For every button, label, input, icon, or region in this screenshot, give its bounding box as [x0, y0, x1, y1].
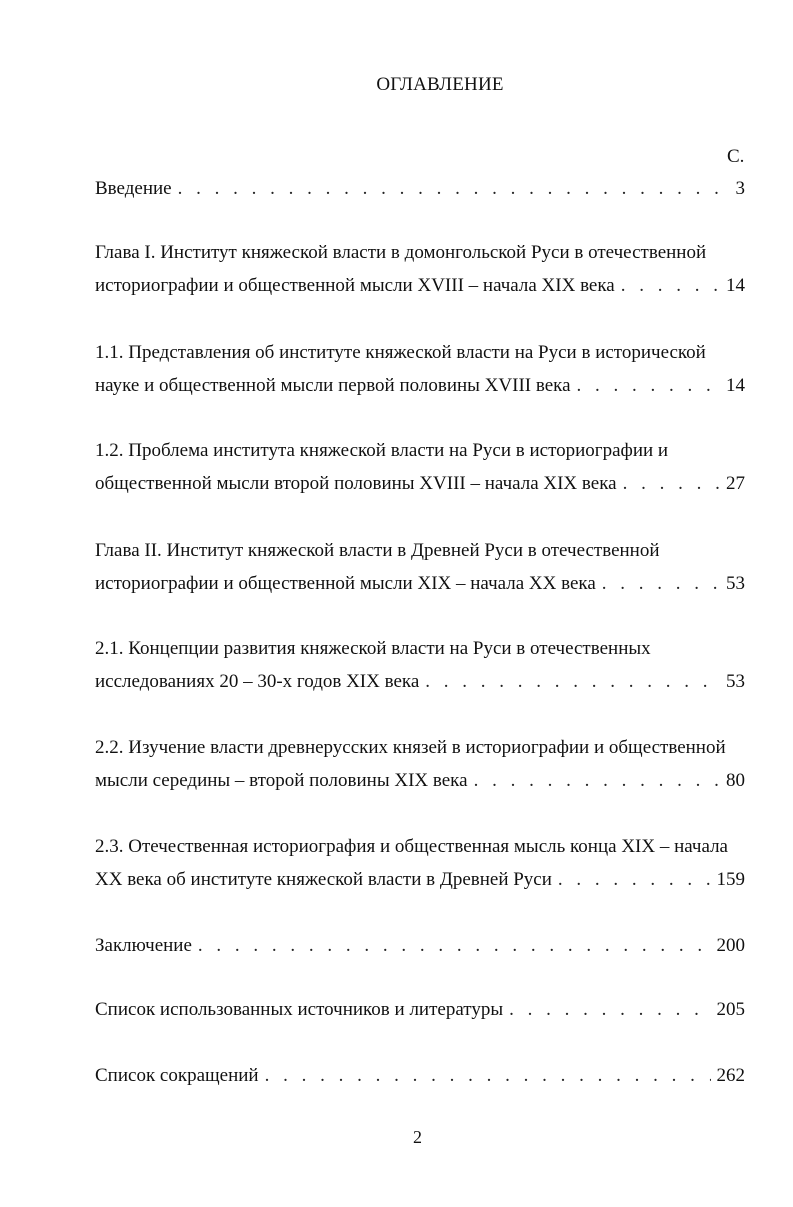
toc-line — [95, 993, 745, 1026]
toc-entry-page: 159 — [716, 869, 745, 890]
dot-leader — [623, 467, 720, 500]
toc-entry-section-2-1[interactable] — [95, 632, 745, 698]
dot-leader — [602, 567, 720, 600]
toc-entry-title: Введение — [95, 178, 172, 199]
toc-entry-bibliography[interactable] — [95, 993, 745, 1026]
toc-line — [95, 863, 745, 896]
toc-entry-page: 14 — [726, 375, 745, 396]
toc-entry-page: 200 — [716, 935, 745, 956]
dot-leader — [621, 269, 720, 302]
dot-leader — [265, 1059, 711, 1092]
toc-entry-section-2-3[interactable] — [95, 830, 745, 896]
toc-line — [95, 172, 745, 205]
toc-entry-title-line-2: науке и общественной мысли первой половины XVIII века — [95, 375, 571, 396]
toc-entry-title-line-1: 1.1. Представления об институте княжеской власти на Руси в исторической — [95, 342, 706, 363]
toc-entry-conclusion[interactable] — [95, 929, 745, 962]
toc-entry-title-line-1: 2.1. Концепции развития княжеской власти на Руси в отечественных — [95, 638, 651, 659]
toc-entry-page: 14 — [726, 275, 745, 296]
toc-line — [95, 567, 745, 600]
dot-leader — [425, 665, 720, 698]
toc-entry-page: 3 — [735, 178, 745, 199]
toc-entry-title: Список использованных источников и литературы — [95, 999, 504, 1020]
toc-entry-title-line-2: общественной мысли второй половины XVIII – начала XIX века — [95, 473, 617, 494]
toc-entry-page: 80 — [726, 770, 745, 791]
dot-leader — [178, 172, 730, 205]
page-column-label: С. — [727, 146, 745, 167]
toc-entry-page: 53 — [726, 671, 745, 692]
toc-entry-title-line-1: 2.3. Отечественная историография и общественная мысль конца XIX – начала — [95, 836, 728, 857]
toc-entry-introduction[interactable] — [95, 172, 745, 205]
toc-entry-title-line-2: мысли середины – второй половины XIX века — [95, 770, 468, 791]
toc-entry-section-1-1[interactable] — [95, 336, 745, 402]
dot-leader — [509, 993, 710, 1026]
footer-page-number: 2 — [413, 1127, 422, 1147]
toc-entry-chapter-2[interactable] — [95, 534, 745, 600]
toc-entry-page: 53 — [726, 573, 745, 594]
toc-entry-title-line-1: Глава II. Институт княжеской власти в Древней Руси в отечественной — [95, 540, 660, 561]
dot-leader — [577, 369, 720, 402]
toc-entry-section-2-2[interactable] — [95, 731, 745, 797]
toc-entry-title-line-1: Глава I. Институт княжеской власти в домонгольской Руси в отечественной — [95, 242, 707, 263]
toc-entry-abbreviations[interactable] — [95, 1059, 745, 1092]
toc-line — [95, 369, 745, 402]
toc-entry-title-line-1: 2.2. Изучение власти древнерусских князей в историографии и общественной — [95, 737, 726, 758]
toc-line — [95, 764, 745, 797]
dot-leader — [474, 764, 720, 797]
toc-entry-title-line-2: XX века об институте княжеской власти в Древней Руси — [95, 869, 552, 890]
toc-entry-title-line-1: 1.2. Проблема института княжеской власти на Руси в историографии и — [95, 440, 669, 461]
dot-leader — [198, 929, 711, 962]
toc-entry-title: Заключение — [95, 935, 192, 956]
toc-entry-section-1-2[interactable] — [95, 434, 745, 500]
toc-entry-title-line-2: исследованиях 20 – 30-х годов XIX века — [95, 671, 420, 692]
toc-line — [95, 929, 745, 962]
toc-entry-chapter-1[interactable] — [95, 236, 745, 302]
toc-entry-page: 205 — [716, 999, 745, 1020]
toc-entry-title-line-2: историографии и общественной мысли XIX – начала XX века — [95, 573, 596, 594]
toc-line — [95, 1059, 745, 1092]
toc-line — [95, 269, 745, 302]
toc-line — [95, 665, 745, 698]
toc-entry-page: 27 — [726, 473, 745, 494]
toc-entry-page: 262 — [716, 1065, 745, 1086]
dot-leader — [558, 863, 711, 896]
page-title: ОГЛАВЛЕНИЕ — [376, 74, 504, 95]
toc-line — [95, 467, 745, 500]
toc-entry-title-line-2: историографии и общественной мысли XVIII – начала XIX века — [95, 275, 615, 296]
toc-entry-title: Список сокращений — [95, 1065, 259, 1086]
